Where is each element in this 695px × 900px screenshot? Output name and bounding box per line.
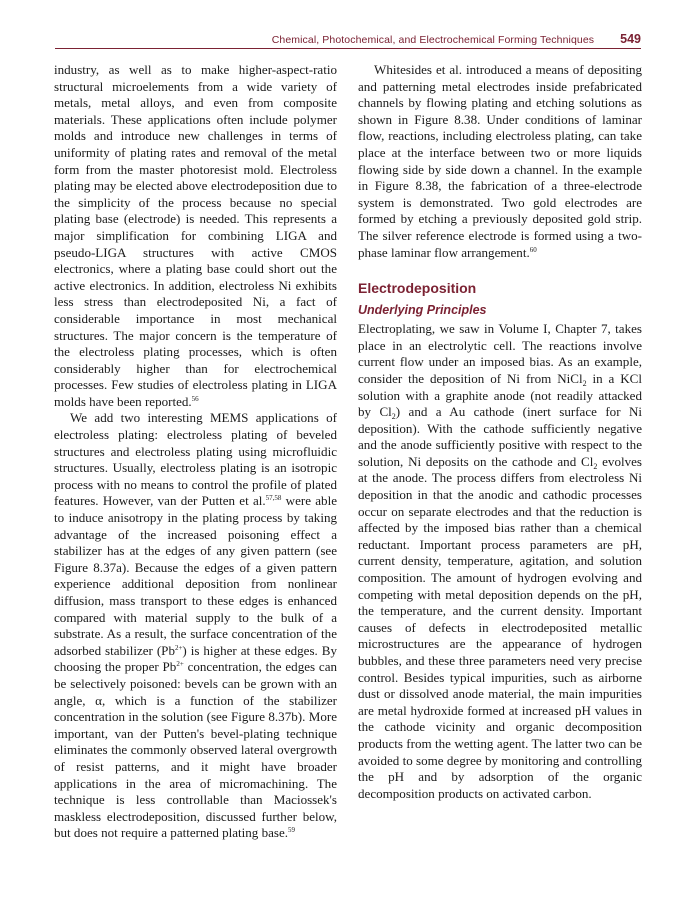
ion-charge: 2+ [174,643,183,652]
running-title: Chemical, Photochemical, and Electrochemical Forming Techniques [271,34,595,46]
left-column [54,62,337,842]
paragraph: Whitesides et al. introduced a means of depositing and patterning metal electrodes inside prefabricated channels by flowing plating and etching solutions as shown in Figure 8.38. Under conditions of laminar flow, reactions, including electroless plating, can take place at the interface between two or more liquids flowing side by side down a channel. In the example in Figure 8.38, the fabrication of a three-electrode system is demonstrated. Two gold electrodes are formed by etching a previously deposited gold strip. The silver reference electrode is formed using a two-phase laminar flow arrangement.$^{60}$ [358,62,642,260]
paragraph: We add two interesting MEMS applications of electroless plating: electroless plating of beveled structures and electroless plating using microfluidic structures. Usually, electroless plating is an isotropic process with no means to control the profile of plated features. However, van der Putten et al.$^{57,58}$ were able to induce anisotropy in the plating process by taking advantage of the increased poisoning effect a stabilizer has at the edges of any given pattern (see Figure 8.37a). Because the edges of a given pattern experience additional deposition from nonlinear diffusion, mass transport to these edges is enhanced compared with material supply to the bulk of a substrate. As a result, the surface concentration of the adsorbed stabilizer $(Pb^{2+})$ is higher at these edges. By choosing the proper $Pb^{2+}$ concentration, the edges can be selectively poisoned: bevels can be grown with an angle, α, which is a function of the stabilizer concentration in the solution (see Figure 8.37b). More important, van der Putten's bevel-plating technique eliminates the commonly observed lateral overgrowth of resist patterns, and it might have broader applications in the area of micromachining. The technique is less controllable than Maciossek's maskless electrodeposition, discussed further below, but does not require a patterned plating base.$^{59}$ [54,410,338,841]
right-column [358,62,642,802]
citation-ref[interactable]: 56 [191,394,199,403]
citation-ref[interactable]: 59 [288,826,296,835]
subsection-heading: Underlying Principles [358,303,487,318]
citation-ref[interactable]: 57,58 [265,494,282,503]
citation-ref[interactable]: 60 [529,245,537,254]
subscript: 2 [582,378,587,388]
paragraph: Electroplating, we saw in Volume I, Chapter 7, takes place in an electrolytic cell. The reactions involve current flow under an imposed bias. As an example, consider the deposition of Ni from NiCl$_2$ in a KCl solution with a graphite anode (not readily attacked by $Cl_2$) and a Au cathode (inert surface for Ni deposition). With the cathode sufficiently negative and the anode sufficiently positive with respect to the solution, Ni deposits on the cathode and $Cl_2$ evolves at the anode. The process differs from electroless Ni deposition in that the anodic and cathodic processes occur on separate electrodes and that the reduction is affected by the imposed bias rather than a chemical reductant. Important process parameters are pH, current density, temperature, agitation, and solution composition. The amount of hydrogen evolving and competing with metal deposition depends on the pH, the temperature, and the current density. Important causes of defects in electrodeposited metallic microstructures are the appearance of hydrogen bubbles, and these three parameters need very precise control. Besides typical impurities, such as airborne dust or dissolved anode material, the main impurities are metal hydroxide formed at increased pH values in the cathode vicinity and organic decomposition products from the wetting agent. The latter two can be avoided to some degree by monitoring and controlling the pH and by adsorption of the organic decomposition products on activated carbon. [358,321,643,801]
paragraph: industry, as well as to make higher-aspect-ratio structural microelements from a wide variety of metals, metal alloys, and even from composite materials. These applications often include polymer molds and introduce new challenges in terms of uniformity of plating rates and removal of the metal form from the master photoresist mold. Electroless plating may be elected above electrodeposition due to the simplicity of the process because no special plating base (electrode) is needed. This represents a major simplification for combining LIGA and pseudo-LIGA structures with active CMOS electronics, where a plating base could short out the active electronics. In addition, electroless Ni exhibits less stress than electrodeposited Ni, a fact of considerable importance in most mechanical structures. The major concern is the temperature of the electroless plating processes, which is often considerably higher than for electrochemical processes. Few studies of electroless plating in LIGA molds have been reported.$^{56}$ [54,62,337,409]
section-heading: Electrodeposition [358,280,477,297]
subscript: 2 [593,461,598,471]
ion-charge: 2+ [176,660,184,669]
header-rule [55,48,641,49]
subscript: 2 [391,412,396,422]
running-header [0,30,641,48]
page-number: 549 [620,32,641,46]
